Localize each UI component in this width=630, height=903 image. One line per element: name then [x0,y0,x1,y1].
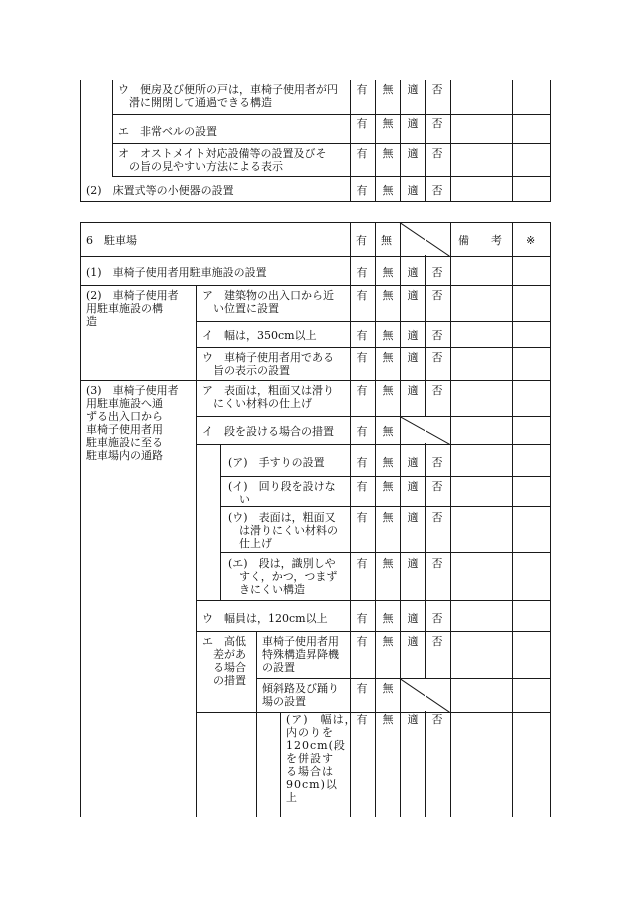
mark-no: 無 [382,117,394,130]
row-label-3d: エ 高低 差があ る場合 の措置 [202,635,246,687]
row-text-3b-u: (ウ) 表面は，粗面又 は滑りにくい材料の 仕上げ [228,511,338,550]
mark-ok: 適 [407,289,419,302]
rule-h [220,552,551,553]
rule-v [512,80,513,202]
rule-h [80,256,551,257]
mark-ng: 否 [431,384,443,397]
mark-ok: 適 [407,480,419,493]
mark-ok: 適 [407,351,419,364]
row-text-ramp-width: (ア) 幅は， 内のりを 120cm(段 を併設す る場合は 90cm)以 上 [286,713,357,804]
mark-ng: 否 [431,635,443,648]
mark-ng: 否 [431,329,443,342]
mark-ok: 適 [407,511,419,524]
mark-ok: 適 [407,147,419,160]
mark-ok: 適 [407,329,419,342]
mark-yes: 有 [356,557,368,570]
rule-h [196,600,551,601]
mark-no: 無 [382,351,394,364]
row-text-o: オ オストメイト対応設備等の設置及びそ の旨の見やすい方法による表示 [118,147,327,173]
rule-v [256,631,257,817]
rule-h [80,285,551,286]
group-label-2: (2) 車椅子使用者 用駐車施設の構 造 [86,289,179,328]
mark-no: 無 [382,329,394,342]
rule-v [425,80,426,202]
mark-no: 無 [382,456,394,469]
mark-no: 無 [382,266,394,279]
mark-no: 無 [382,425,394,438]
mark-yes: 有 [356,329,368,342]
rule-h [112,114,551,115]
rule-v [550,222,551,817]
mark-yes: 有 [356,682,368,695]
mark-no: 無 [382,682,394,695]
rule-h [196,416,551,417]
mark-no: 無 [382,713,394,726]
mark-ng: 否 [431,612,443,625]
mark-ok: 適 [407,384,419,397]
mark-no: 無 [382,557,394,570]
row-text-2c: ウ 車椅子使用者用である 旨の表示の設置 [202,351,334,377]
mark-ok: 適 [407,456,419,469]
mark-yes: 有 [356,117,368,130]
mark-yes: 有 [356,456,368,469]
rule-v [400,80,401,202]
row-text-u: ウ 便房及び便所の戸は，車椅子使用者が円 滑に開閉して通過できる構造 [118,83,338,109]
rule-v [375,222,376,817]
rule-h [196,712,257,713]
header-yes: 有 [356,234,367,247]
rule-h [196,347,551,348]
mark-ng: 否 [431,289,443,302]
mark-ng: 否 [431,147,443,160]
rule-h [196,321,551,322]
rule-v [80,80,81,202]
mark-yes: 有 [356,289,368,302]
mark-ng: 否 [431,480,443,493]
rule-v [425,222,426,817]
rule-v [512,222,513,817]
rule-v [220,444,221,601]
rule-h [220,506,551,507]
cover [425,679,426,711]
mark-no: 無 [382,289,394,302]
header-no: 無 [381,234,392,247]
mark-no: 無 [382,147,394,160]
mark-no: 無 [382,384,394,397]
mark-no: 無 [382,511,394,524]
row-text-1: (1) 車椅子使用者用駐車施設の設置 [86,266,267,279]
mark-ok: 適 [407,117,419,130]
rule-h [80,201,551,202]
row-text-3b-e: (エ) 段は，識別しや すく，かつ，つまず きにくい構造 [228,557,338,596]
rule-v [196,285,197,381]
mark-yes: 有 [356,351,368,364]
mark-ng: 否 [431,557,443,570]
mark-ok: 適 [407,635,419,648]
mark-no: 無 [382,184,394,197]
rule-h [220,476,551,477]
row-text-2a: ア 建築物の出入口から近 い位置に設置 [202,289,334,315]
rule-h [80,222,551,223]
row-text-e: エ 非常ベルの設置 [118,125,217,138]
mark-ok: 適 [407,266,419,279]
mark-yes: 有 [356,384,368,397]
rule-v [350,80,351,202]
mark-no: 無 [382,83,394,96]
group-label-3: (3) 車椅子使用者 用駐車施設へ通 ずる出入口から 車椅子使用者用 駐車施設に至る 駐車場内の通路 [86,384,179,462]
rule-v [375,80,376,202]
row-text-urinal: (2) 床置式等の小便器の設置 [86,184,234,197]
mark-no: 無 [382,635,394,648]
mark-ok: 適 [407,612,419,625]
mark-yes: 有 [356,713,368,726]
mark-ok: 適 [407,557,419,570]
rule-h [196,631,551,632]
rule-h [80,380,551,381]
rule-v [80,222,81,817]
rule-v [400,222,401,817]
mark-yes: 有 [356,83,368,96]
mark-ok: 適 [407,184,419,197]
rule-h [256,678,551,679]
mark-yes: 有 [356,147,368,160]
rule-h [112,176,551,177]
mark-ng: 否 [431,184,443,197]
rule-v [196,380,197,817]
row-text-3c: ウ 幅員は，120cm以上 [202,612,328,625]
mark-ok: 適 [407,713,419,726]
rule-v [550,80,551,202]
cover [425,417,426,443]
mark-ng: 否 [431,511,443,524]
rule-v [450,80,451,202]
rule-v [112,80,113,177]
rule-h [196,444,551,445]
row-text-3b: イ 段を設ける場合の措置 [202,425,334,438]
rule-h [112,143,551,144]
mark-ng: 否 [431,117,443,130]
mark-ng: 否 [431,83,443,96]
row-text-3b-i: (イ) 回り段を設けな い [228,480,336,506]
mark-ng: 否 [431,351,443,364]
mark-yes: 有 [356,266,368,279]
mark-yes: 有 [356,635,368,648]
mark-ng: 否 [431,713,443,726]
header-note: ※ [526,234,536,247]
mark-yes: 有 [356,612,368,625]
row-text-lift: 車椅子使用者用 特殊構造昇降機 の設置 [262,635,339,674]
row-text-2b: イ 幅は，350cm以上 [202,329,317,342]
mark-ok: 適 [407,83,419,96]
row-text-3b-a: (ア) 手すりの設置 [228,456,325,469]
mark-yes: 有 [356,480,368,493]
rule-v [450,222,451,817]
rule-v [280,712,281,817]
mark-yes: 有 [356,511,368,524]
row-text-ramp: 傾斜路及び踊り 場の設置 [262,682,339,708]
section-title-parking: 6 駐車場 [86,234,137,247]
cover [425,223,426,255]
mark-yes: 有 [356,425,368,438]
header-remarks: 備 考 [458,234,502,247]
mark-ng: 否 [431,266,443,279]
mark-no: 無 [382,612,394,625]
mark-no: 無 [382,480,394,493]
row-text-3a: ア 表面は，粗面又は滑り にくい材料の仕上げ [202,384,334,410]
mark-ng: 否 [431,456,443,469]
mark-yes: 有 [356,184,368,197]
